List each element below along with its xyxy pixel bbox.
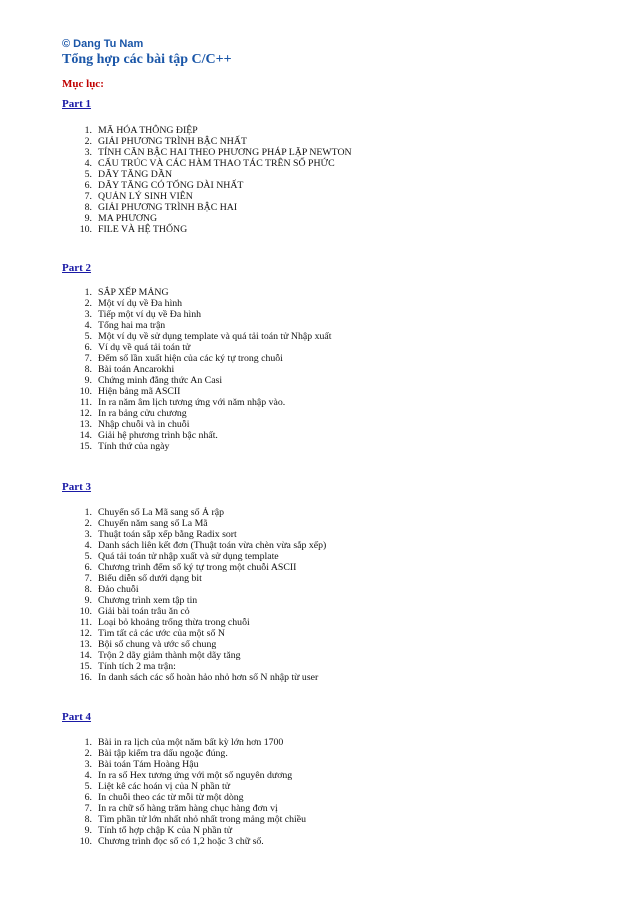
list-item-text: In chuỗi theo các từ mỗi từ một dòng — [98, 792, 244, 803]
list-item-text: In ra bảng cửu chương — [98, 408, 187, 419]
list-item-number: 1. — [84, 507, 92, 518]
list-item-text: Bài toán Ancarokhi — [98, 364, 175, 375]
part-3-link[interactable]: Part 3 — [62, 481, 92, 493]
list-item-number: 3. — [84, 147, 92, 158]
list-item-number: 8. — [84, 202, 92, 213]
list-item-text: Chương trình đếm số ký tự trong một chuỗi ASCII — [98, 562, 297, 573]
list-item-text: Ví dụ về quá tải toán tử — [98, 342, 191, 353]
list-item-text: In ra chữ số hàng trăm hàng chục hàng đơn vị — [98, 803, 278, 814]
list-item-number: 4. — [84, 158, 92, 169]
list-item-text: Một ví dụ về Đa hình — [98, 298, 183, 309]
part-4-link[interactable]: Part 4 — [62, 711, 92, 723]
list-item-text: Thuật toán sắp xếp bằng Radix sort — [98, 529, 237, 540]
list-item-text: Bài toán Tám Hoàng Hậu — [98, 759, 199, 770]
list-item-number: 10. — [79, 224, 92, 235]
list-item-number: 2. — [84, 136, 92, 147]
toc-heading: Mục lục: — [62, 78, 104, 90]
list-item-number: 15. — [79, 441, 92, 452]
list-item-text: GIẢI PHƯƠNG TRÌNH BẬC HAI — [98, 202, 238, 213]
list-item-number: 9. — [84, 213, 92, 224]
part-1-link[interactable]: Part 1 — [62, 98, 92, 110]
list-item-text: Tổng hai ma trận — [98, 320, 166, 331]
list-item-number: 15. — [79, 661, 92, 672]
list-item-text: Tiếp một ví dụ về Đa hình — [98, 309, 202, 320]
list-item-text: Liệt kê các hoán vị của N phần tử — [98, 781, 231, 792]
list-item-number: 4. — [84, 540, 92, 551]
list-item-number: 2. — [84, 748, 92, 759]
list-item-number: 9. — [84, 595, 92, 606]
list-item-number: 7. — [84, 573, 92, 584]
list-item-number: 8. — [84, 814, 92, 825]
list-item-text: Loại bỏ khoảng trống thừa trong chuỗi — [98, 617, 250, 628]
list-item-number: 6. — [84, 562, 92, 573]
list-item-text: Bài in ra lịch của một năm bất kỳ lớn hơn 1700 — [98, 737, 284, 748]
list-item-number: 5. — [84, 551, 92, 562]
list-item-number: 6. — [84, 792, 92, 803]
list-item-text: Giải bài toán trâu ăn cỏ — [98, 606, 190, 617]
list-item-number: 3. — [84, 759, 92, 770]
list-item-text: Bài tập kiểm tra dấu ngoặc đúng. — [98, 748, 228, 759]
list-item-number: 13. — [79, 419, 92, 430]
list-item-number: 2. — [84, 518, 92, 529]
list-item-number: 13. — [79, 639, 92, 650]
list-item-number: 4. — [84, 770, 92, 781]
list-item-text: Tính tổ hợp chập K của N phần tử — [98, 825, 233, 836]
list-item-number: 6. — [84, 342, 92, 353]
list-item-text: SẮP XẾP MẢNG — [98, 287, 169, 298]
list-item-text: Chứng minh đẳng thức An Casi — [98, 375, 223, 386]
list-item-number: 10. — [79, 606, 92, 617]
list-item-text: Giải hệ phương trình bậc nhất. — [98, 430, 218, 441]
list-item-text: Chương trình đọc số có 1,2 hoặc 3 chữ số. — [98, 836, 264, 847]
list-item-text: Đảo chuỗi — [98, 584, 139, 595]
list-item-text: Chuyển năm sang số La Mã — [98, 518, 208, 529]
list-item-number: 11. — [80, 617, 92, 628]
list-item-text: In ra năm âm lịch tương ứng với năm nhập vào. — [98, 397, 286, 408]
list-item-number: 10. — [79, 836, 92, 847]
list-item-number: 11. — [80, 397, 92, 408]
list-item-text: Danh sách liên kết đơn (Thuật toán vừa chèn vừa sắp xếp) — [98, 540, 327, 551]
list-item-number: 7. — [84, 353, 92, 364]
list-item-text: Một ví dụ về sử dụng template và quá tải toán tử Nhập xuất — [98, 331, 332, 342]
list-item-number: 12. — [79, 628, 92, 639]
list-item-number: 6. — [84, 180, 92, 191]
list-item-number: 10. — [79, 386, 92, 397]
list-item-number: 3. — [84, 309, 92, 320]
list-item-text: CẤU TRÚC VÀ CÁC HÀM THAO TÁC TRÊN SỐ PHỨC — [98, 158, 335, 169]
list-item-text: Đếm số lần xuất hiện của các ký tự trong chuỗi — [98, 353, 283, 364]
list-item-text: Trộn 2 dãy giảm thành một dãy tăng — [98, 650, 241, 661]
list-item-number: 1. — [84, 737, 92, 748]
list-item-number: 7. — [84, 803, 92, 814]
list-item-number: 12. — [79, 408, 92, 419]
list-item-number: 16. — [79, 672, 92, 683]
list-item-text: Tính thứ của ngày — [98, 441, 170, 452]
list-item-text: Tính tích 2 ma trận: — [98, 661, 176, 672]
list-item-text: DÃY TĂNG CÓ TỔNG DÀI NHẤT — [98, 180, 244, 191]
list-item-text: MÃ HÓA THÔNG ĐIỆP — [98, 125, 198, 136]
list-item-number: 3. — [84, 529, 92, 540]
list-item-text: In danh sách các số hoàn hảo nhỏ hơn số N nhập từ user — [98, 672, 319, 683]
list-item-text: Bội số chung và ước số chung — [98, 639, 217, 650]
list-item-number: 2. — [84, 298, 92, 309]
list-item-text: Biểu diễn số dưới dạng bit — [98, 573, 202, 584]
list-item-text: FILE VÀ HỆ THỐNG — [98, 224, 188, 235]
list-item-number: 7. — [84, 191, 92, 202]
page-title: Tổng hợp các bài tập C/C++ — [62, 52, 232, 67]
list-item-text: Hiện bảng mã ASCII — [98, 386, 181, 397]
list-item-text: Tìm tất cả các ước của một số N — [98, 628, 225, 639]
list-item-number: 14. — [79, 430, 92, 441]
list-item-text: In ra số Hex tương ứng với một số nguyên dương — [98, 770, 293, 781]
list-item-number: 9. — [84, 375, 92, 386]
list-item-number: 14. — [79, 650, 92, 661]
list-item-number: 5. — [84, 781, 92, 792]
list-item-number: 4. — [84, 320, 92, 331]
list-item-number: 8. — [84, 584, 92, 595]
list-item-text: MA PHƯƠNG — [98, 213, 158, 224]
list-item-number: 1. — [84, 125, 92, 136]
list-item-number: 9. — [84, 825, 92, 836]
list-item-text: Nhập chuỗi và in chuỗi — [98, 419, 190, 430]
list-item-text: Tìm phần tử lớn nhất nhỏ nhất trong mảng một chiều — [98, 814, 307, 825]
list-item-number: 5. — [84, 331, 92, 342]
list-item-text: GIẢI PHƯƠNG TRÌNH BẬC NHẤT — [98, 136, 247, 147]
list-item-text: Chương trình xem tập tin — [98, 595, 198, 606]
list-item-number: 5. — [84, 169, 92, 180]
list-item-number: 1. — [84, 287, 92, 298]
part-2-link[interactable]: Part 2 — [62, 262, 92, 274]
copyright-line: © Dang Tu Nam — [62, 38, 144, 50]
list-item-text: TÍNH CĂN BẬC HAI THEO PHƯƠNG PHÁP LẶP NEWTON — [98, 147, 352, 158]
list-item-text: DÃY TĂNG DẦN — [98, 169, 173, 180]
list-item-text: QUẢN LÝ SINH VIÊN — [98, 191, 193, 202]
list-item-text: Chuyển số La Mã sang số Ả rập — [98, 507, 224, 518]
list-item-number: 8. — [84, 364, 92, 375]
list-item-text: Quá tải toán tử nhập xuất và sử dụng template — [98, 551, 279, 562]
